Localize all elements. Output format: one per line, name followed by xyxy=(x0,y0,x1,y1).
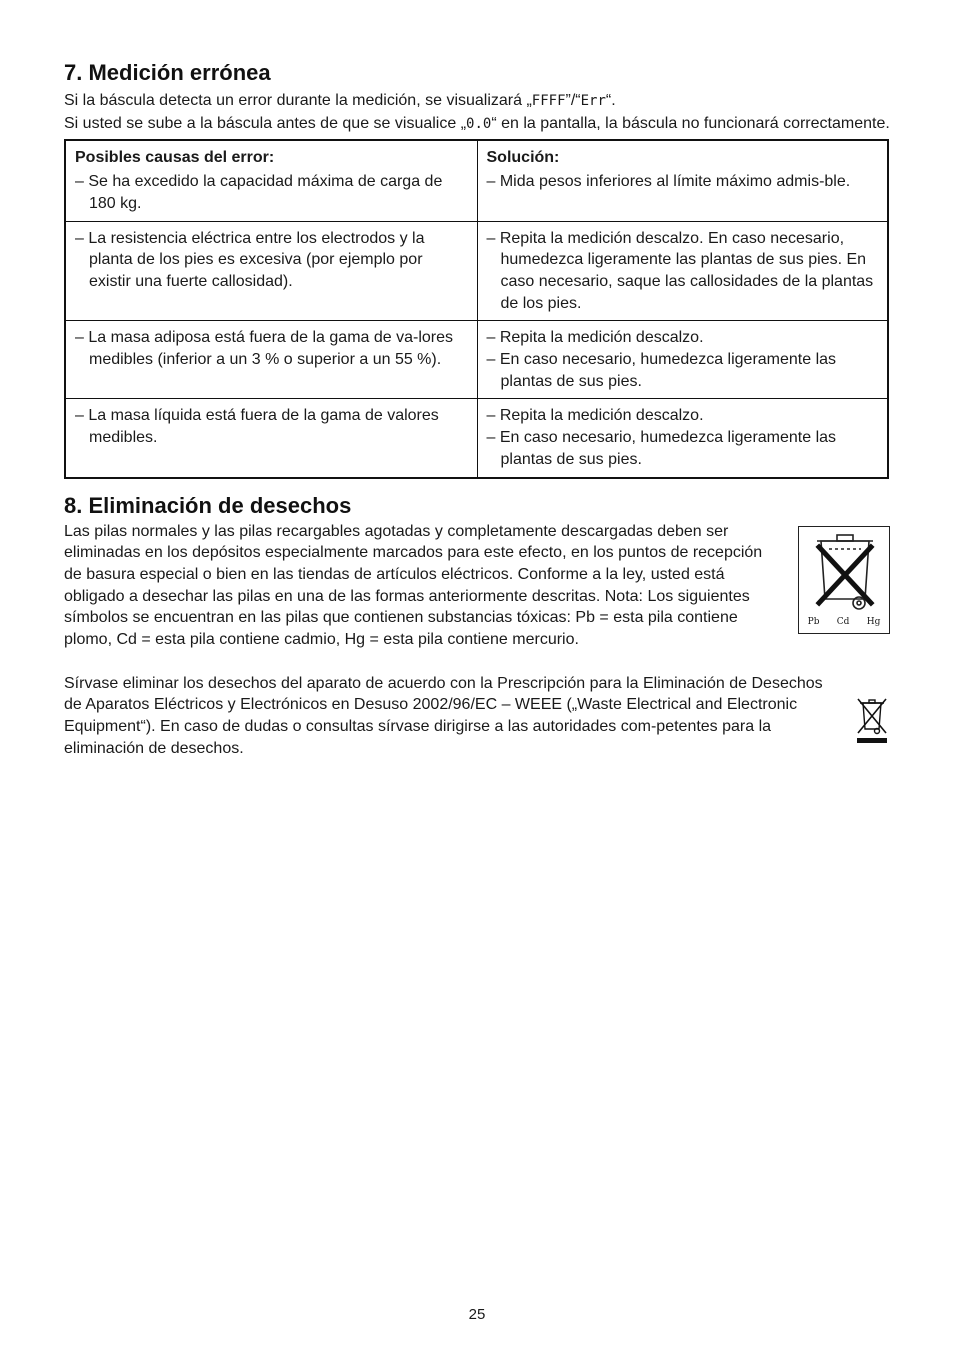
cause-cell xyxy=(65,140,477,221)
error-display-err: Err xyxy=(580,93,606,109)
crossed-bin-weee-icon xyxy=(854,697,890,745)
manual-page xyxy=(64,58,890,760)
cause-item: – La masa líquida está fuera de la gama de valores medibles. xyxy=(75,407,439,447)
solution-item: – Repita la medición descalzo. xyxy=(486,329,704,347)
intro-1-post: “. xyxy=(605,92,616,109)
error-display-ffff: FFFF xyxy=(531,93,566,109)
crossed-bin-battery-icon xyxy=(798,526,890,634)
section-8-title: 8. Eliminación de desechos xyxy=(64,492,352,518)
section-7-intro-line-1 xyxy=(64,90,890,113)
cause-cell xyxy=(65,221,477,321)
solution-cell xyxy=(477,140,888,221)
section-7-title: 7. Medición errónea xyxy=(64,60,271,85)
solution-cell xyxy=(477,221,888,321)
solution-cell xyxy=(477,399,888,478)
solution-item: – Mida pesos inferiores al límite máximo admis-ble. xyxy=(486,173,851,191)
cd-label: Cd xyxy=(836,616,850,627)
solution-item: – En caso necesario, humedezca ligeramente las plantas de sus pies. xyxy=(486,351,837,390)
intro-1-pre: Si la báscula detecta un error durante la medición, se visualizará „ xyxy=(64,92,532,109)
solution-item: – En caso necesario, humedezca ligeramente las plantas de sus pies. xyxy=(486,429,837,468)
solution-header: Solución: xyxy=(486,149,560,167)
batteries-paragraph: Las pilas normales y las pilas recargables agotadas y completamente descargadas deben ser eliminadas en los depósitos especialmente marcados para este efecto, en los puntos de recepción de basura especial o bien en las tiendas de artículos eléctricos. Conforme a la ley, usted está obligado a desechar las pilas en una de las formas anteriormente descritas. Nota: Los siguientes símbolos se encuentran en las pilas que contienen substancias tóxicas: Pb = esta pila contiene plomo, Cd = esta pila contiene cadmio, Hg = esta pila contiene mercurio. xyxy=(64,522,763,649)
causes-header: Posibles causas del error: xyxy=(75,149,275,167)
cause-item: – La resistencia eléctrica entre los electrodos y la planta de los pies es excesiva (por ejemplo por existir una fuerte callosidad). xyxy=(75,229,425,290)
intro-2-pre: Si usted se sube a la báscula antes de que se visualice „ xyxy=(64,114,467,132)
cause-cell xyxy=(65,399,477,478)
section-7-intro-line-2 xyxy=(64,113,890,136)
section-8 xyxy=(64,491,890,760)
weee-paragraph: Sírvase eliminar los desechos del aparato de acuerdo con la Prescripción para la Eliminación de Desechos de Aparatos Eléctricos y Electrónicos en Desuso 2002/96/EC – WEEE („Waste Electrical and Electronic Equipment“). En caso de dudas o consultas sírvase dirigirse a las autoridades com-petentes para la eliminación de desechos. xyxy=(64,674,823,757)
hg-label: Hg xyxy=(866,616,881,627)
cause-item: – Se ha excedido la capacidad máxima de carga de 180 kg. xyxy=(75,173,443,212)
cause-item: – La masa adiposa está fuera de la gama de va-lores medibles (inferior a un 3 % o superior a un 55 %). xyxy=(75,329,454,369)
intro-2-post: “ en la pantalla, la báscula no funcionará correctamente. xyxy=(491,114,890,132)
solution-item: – Repita la medición descalzo. xyxy=(486,407,704,425)
error-table xyxy=(64,139,889,478)
cause-cell xyxy=(65,321,477,399)
pb-label: Pb xyxy=(807,616,820,627)
batteries-block xyxy=(64,521,890,651)
table-row xyxy=(65,321,888,399)
solution-cell xyxy=(477,321,888,399)
weee-block xyxy=(64,673,890,760)
solution-item: – Repita la medición descalzo. En caso necesario, humedezca ligeramente las plantas de sus pies. En caso necesario, saque las callosidades de la plantas de los pies. xyxy=(486,229,874,312)
intro-1-mid: ”/“ xyxy=(565,92,581,109)
display-zero: 0.0 xyxy=(466,115,492,132)
table-row xyxy=(65,140,888,221)
table-row xyxy=(65,221,888,321)
table-row xyxy=(65,399,888,478)
page-number: 25 xyxy=(468,1306,486,1323)
